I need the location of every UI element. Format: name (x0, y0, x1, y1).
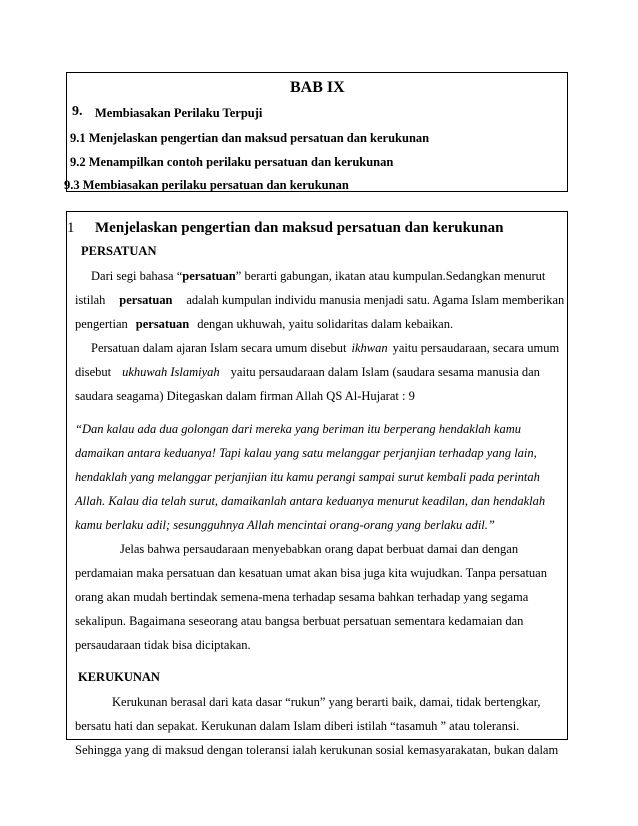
paragraph-line (75, 292, 565, 308)
quote-line: kamu berlaku adil; sesungguhnya Allah mencintai orang-orang yang berlaku adil.” (75, 518, 495, 532)
paragraph-line: Kerukunan berasal dari kata dasar “rukun” yang berarti baik, damai, tidak bertengkar, (112, 695, 541, 709)
persatuan-heading: PERSATUAN (81, 244, 157, 258)
text-span: disebut (75, 365, 112, 379)
chapter-title: BAB IX (290, 79, 345, 96)
kerukunan-heading: KERUKUNAN (78, 670, 160, 684)
quote-line: “Dan kalau ada dua golongan dari mereka yang beriman itu berperang hendaklah kamu (75, 422, 522, 436)
bold-term: persatuan (119, 293, 173, 307)
text-span: yaitu persaudaraan, secara umum (392, 341, 560, 355)
text-span: ” berarti gabungan, ikatan atau kumpulan.Sedangkan menurut (235, 269, 546, 283)
paragraph-line: bersatu hati dan sepakat. Kerukunan dalam Islam diberi istilah “tasamuh ” atau toleransi. (75, 719, 520, 733)
chapter-subtitle: Membiasakan Perilaku Terpuji (95, 106, 263, 120)
paragraph-line: sekalipun. Bagaimana seseorang atau bangsa berbuat persatuan sementara kedamaian dan (75, 614, 524, 628)
text-span: adalah kumpulan individu manusia menjadi satu. Agama Islam memberikan (186, 293, 565, 307)
quote-line: hendaklah yang melanggar perjanjian itu kamu perangi sampai surut kembali pada perintah (75, 470, 540, 484)
text-span: dengan ukhuwah, yaitu solidaritas dalam kebaikan. (197, 317, 454, 331)
bold-term: persatuan (182, 269, 236, 283)
text-span: Dari segi bahasa “ (91, 269, 183, 283)
text-span: istilah (75, 293, 106, 307)
paragraph-line (91, 340, 559, 356)
text-span: yaitu persaudaraan dalam Islam (saudara sesama manusia dan (230, 365, 540, 379)
chapter-number: 9. (72, 104, 83, 119)
italic-term: ukhuwah Islamiyah (122, 365, 220, 379)
paragraph-line (91, 268, 561, 284)
section-title: Menjelaskan pengertian dan maksud persatuan dan kerukunan (95, 220, 504, 236)
text-span: Persatuan dalam ajaran Islam secara umum disebut (91, 341, 347, 355)
objective-item-1: 9.1 Menjelaskan pengertian dan maksud persatuan dan kerukunan (70, 131, 430, 145)
objective-item-3: 9.3 Membiasakan perilaku persatuan dan kerukunan (64, 178, 349, 192)
objective-item-2: 9.2 Menampilkan contoh perilaku persatuan dan kerukunan (70, 155, 394, 169)
paragraph-line: persaudaraan tidak bisa diciptakan. (75, 638, 251, 652)
paragraph-line (75, 364, 540, 380)
quote-line: Allah. Kalau dia telah surut, damaikanlah antara keduanya menurut keadilan, dan hendaklah (75, 494, 546, 508)
quote-line: damaikan antara keduanya! Tapi kalau yang satu melanggar perjanjian terhadap yang lain, (75, 446, 537, 460)
paragraph-line: Jelas bahwa persaudaraan menyebabkan orang dapat berbuat damai dan dengan (120, 542, 519, 556)
bold-term: persatuan (135, 317, 190, 331)
paragraph-line: perdamaian maka persatuan dan kesatuan umat akan bisa juga kita wujudkan. Tanpa persatuan (75, 566, 547, 580)
italic-term: ikhwan (351, 341, 388, 355)
paragraph-line: saudara seagama) Ditegaskan dalam firman Allah QS Al-Hujarat : 9 (75, 389, 415, 403)
paragraph-line: Sehingga yang di maksud dengan toleransi ialah kerukunan sosial kemasyarakatan, bukan dalam (75, 743, 559, 757)
text-span: pengertian (75, 317, 128, 331)
section-number: 1 (67, 220, 75, 236)
paragraph-line (75, 316, 453, 332)
paragraph-line: orang akan mudah bertindak semena-mena terhadap sesama bahkan terhadap yang segama (75, 590, 529, 604)
